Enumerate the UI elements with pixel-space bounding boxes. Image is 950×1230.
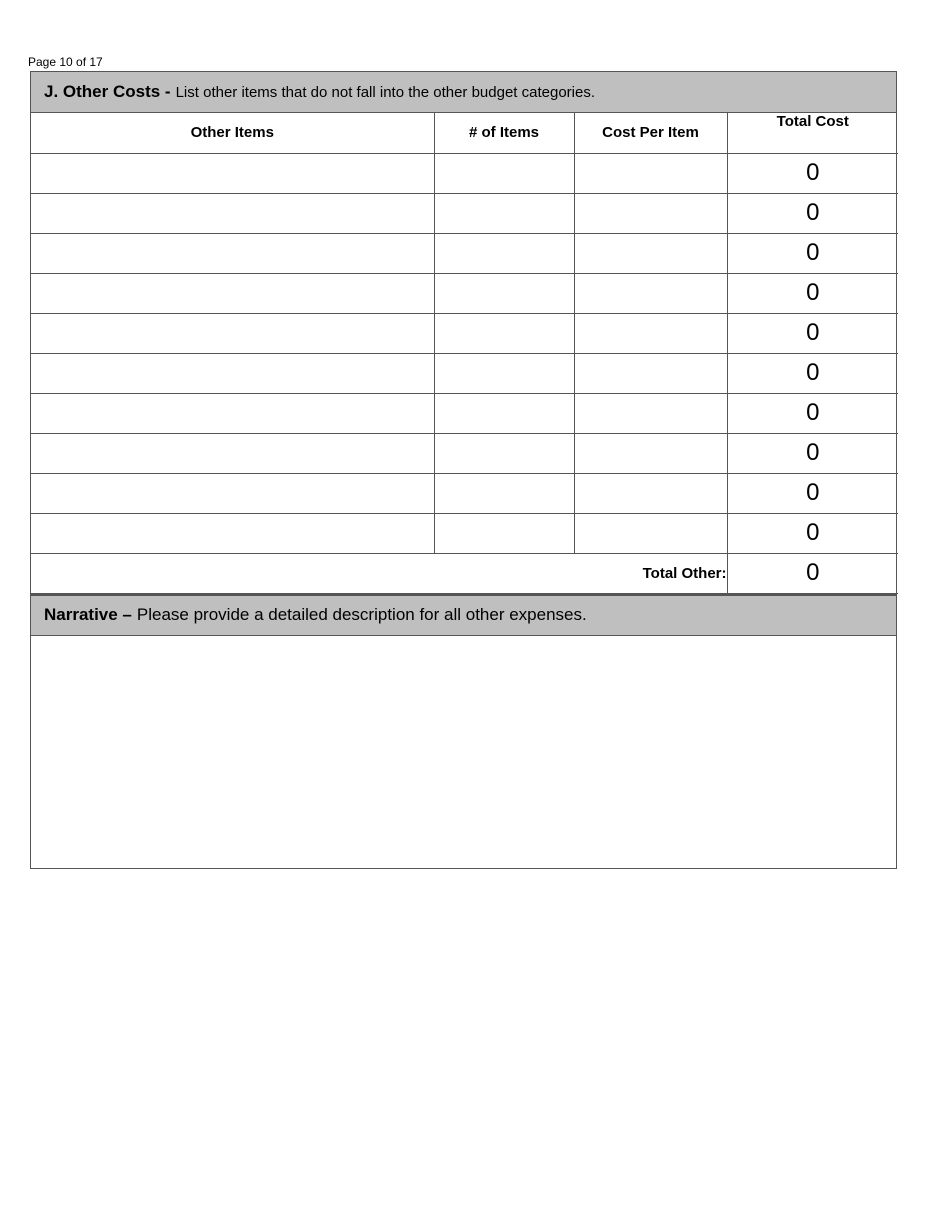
total-other-value[interactable]: 0 <box>727 553 898 593</box>
table-row <box>31 273 898 313</box>
total-cost-field[interactable]: 0 <box>727 353 898 393</box>
other-item-field[interactable] <box>31 473 434 513</box>
num-items-field[interactable] <box>434 473 574 513</box>
other-item-field[interactable] <box>31 153 434 193</box>
page-label: Page 10 of 17 <box>28 55 103 69</box>
table-row <box>31 473 898 513</box>
num-items-field[interactable] <box>434 313 574 353</box>
num-items-field[interactable] <box>434 233 574 273</box>
header-cost-per-item: Cost Per Item <box>574 113 727 153</box>
total-cost-field[interactable]: 0 <box>727 473 898 513</box>
cost-per-item-field[interactable] <box>574 313 727 353</box>
header-other-items: Other Items <box>31 113 434 153</box>
total-cost-field[interactable]: 0 <box>727 433 898 473</box>
total-row <box>31 553 898 593</box>
num-items-field[interactable] <box>434 273 574 313</box>
table-row <box>31 153 898 193</box>
table-row <box>31 393 898 433</box>
table-row <box>31 433 898 473</box>
cost-per-item-field[interactable] <box>574 153 727 193</box>
cost-per-item-field[interactable] <box>574 353 727 393</box>
cost-per-item-field[interactable] <box>574 233 727 273</box>
cost-per-item-field[interactable] <box>574 513 727 553</box>
table-row <box>31 193 898 233</box>
table-header-row <box>31 113 898 153</box>
narrative-title: Narrative – <box>44 605 132 624</box>
table-row <box>31 313 898 353</box>
total-cost-field[interactable]: 0 <box>727 153 898 193</box>
narrative-header <box>31 594 896 636</box>
num-items-field[interactable] <box>434 513 574 553</box>
total-cost-field[interactable]: 0 <box>727 393 898 433</box>
other-item-field[interactable] <box>31 393 434 433</box>
cost-per-item-field[interactable] <box>574 433 727 473</box>
table-row <box>31 353 898 393</box>
table-row <box>31 233 898 273</box>
other-costs-table <box>31 113 898 594</box>
other-item-field[interactable] <box>31 353 434 393</box>
other-item-field[interactable] <box>31 313 434 353</box>
header-num-items: # of Items <box>434 113 574 153</box>
total-other-label: Total Other: <box>31 553 727 593</box>
other-item-field[interactable] <box>31 233 434 273</box>
num-items-field[interactable] <box>434 193 574 233</box>
other-costs-form <box>30 71 897 869</box>
other-item-field[interactable] <box>31 273 434 313</box>
header-total-cost: Total Cost <box>727 113 898 153</box>
total-cost-field[interactable]: 0 <box>727 193 898 233</box>
other-item-field[interactable] <box>31 193 434 233</box>
num-items-field[interactable] <box>434 433 574 473</box>
num-items-field[interactable] <box>434 153 574 193</box>
narrative-instruction: Please provide a detailed description for all other expenses. <box>136 605 587 624</box>
num-items-field[interactable] <box>434 393 574 433</box>
narrative-text-field[interactable] <box>31 636 896 868</box>
other-item-field[interactable] <box>31 513 434 553</box>
cost-per-item-field[interactable] <box>574 473 727 513</box>
total-cost-field[interactable]: 0 <box>727 233 898 273</box>
table-row <box>31 513 898 553</box>
other-item-field[interactable] <box>31 433 434 473</box>
section-title: J. Other Costs - <box>44 82 171 101</box>
total-cost-field[interactable]: 0 <box>727 273 898 313</box>
cost-per-item-field[interactable] <box>574 393 727 433</box>
total-cost-field[interactable]: 0 <box>727 513 898 553</box>
total-cost-field[interactable]: 0 <box>727 313 898 353</box>
cost-per-item-field[interactable] <box>574 273 727 313</box>
section-header <box>31 72 896 113</box>
cost-per-item-field[interactable] <box>574 193 727 233</box>
num-items-field[interactable] <box>434 353 574 393</box>
section-instruction: List other items that do not fall into the other budget categories. <box>175 83 596 101</box>
